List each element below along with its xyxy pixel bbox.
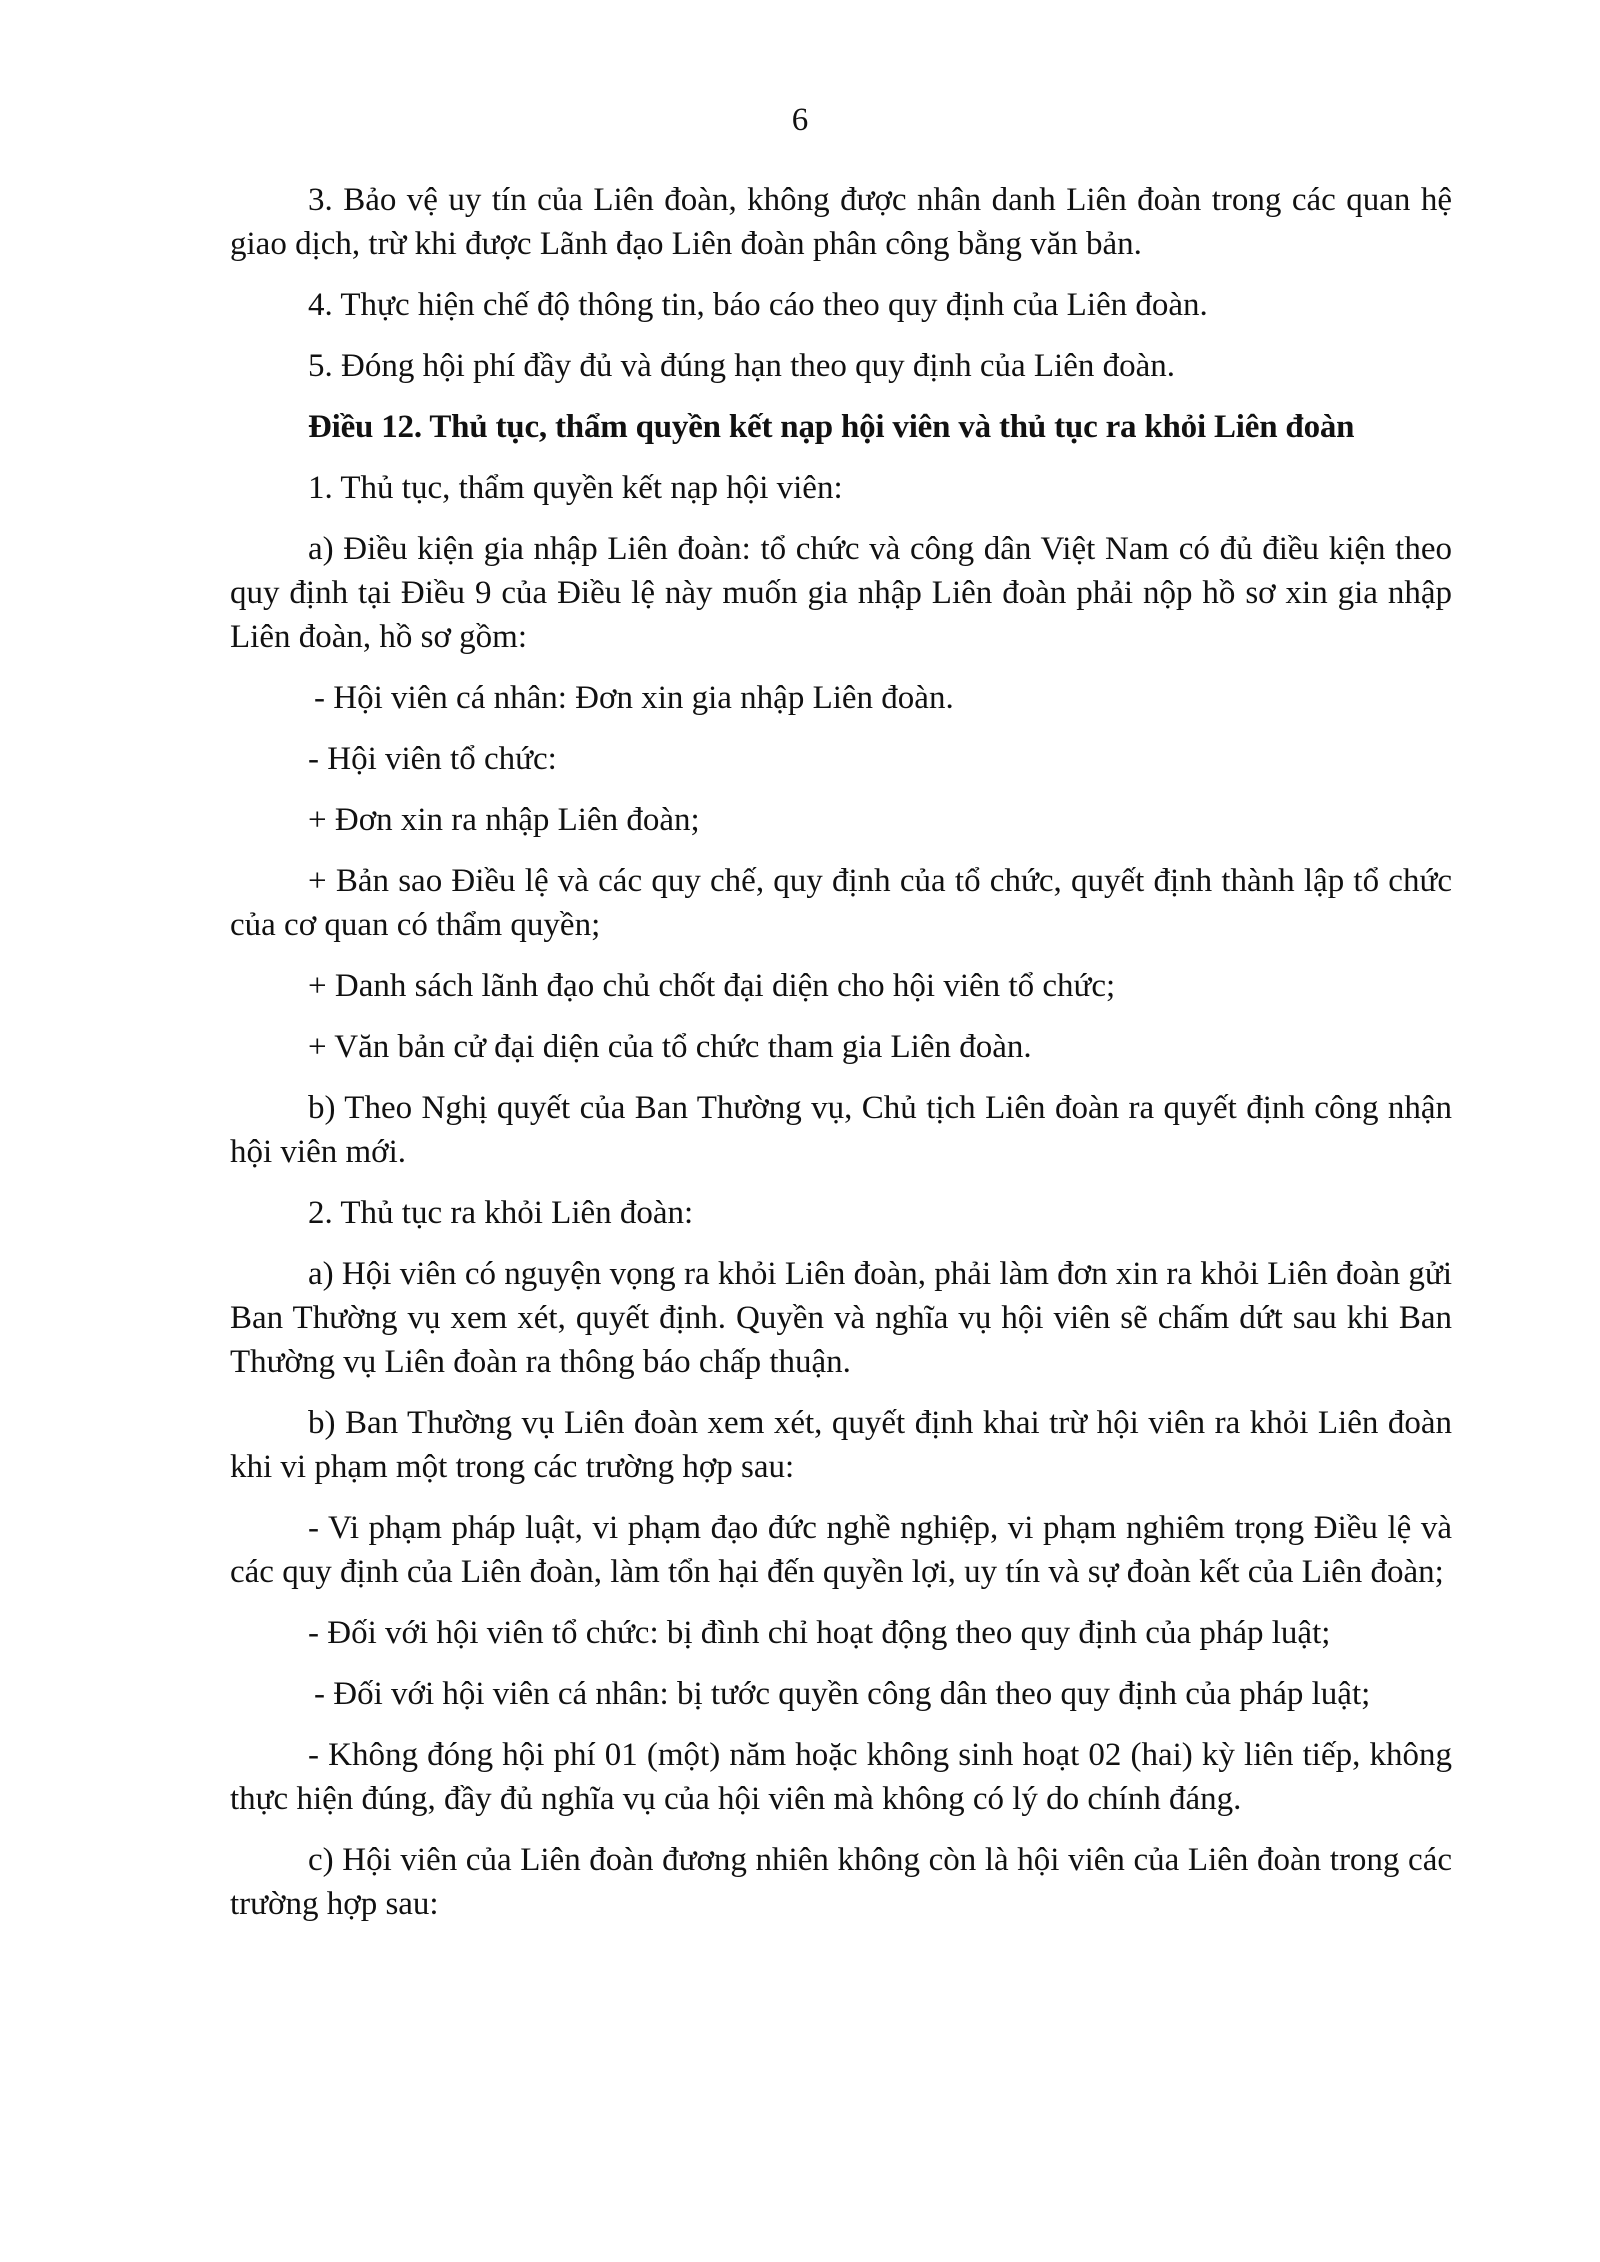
list-item-individual-member: - Hội viên cá nhân: Đơn xin gia nhập Liên đoàn.	[314, 680, 954, 716]
paragraph-1a: a) Điều kiện gia nhập Liên đoàn: tổ chức và công dân Việt Nam có đủ điều kiện theo quy định tại Điều 9 của Điều lệ này muốn gia nhập Liên đoàn phải nộp hồ sơ xin gia nhập Liên đoàn, hồ sơ gồm:	[230, 531, 1452, 655]
article-12-heading: Điều 12. Thủ tục, thẩm quyền kết nạp hội viên và thủ tục ra khỏi Liên đoàn	[308, 409, 1355, 445]
paragraph-section-1: 1. Thủ tục, thẩm quyền kết nạp hội viên:	[308, 470, 843, 506]
page-number: 6	[791, 102, 809, 138]
list-item-unpaid-fees: - Không đóng hội phí 01 (một) năm hoặc không sinh hoạt 02 (hai) kỳ liên tiếp, không thực hiện đúng, đầy đủ nghĩa vụ của hội viên mà không có lý do chính đáng.	[230, 1737, 1452, 1817]
list-item-organization-member: - Hội viên tổ chức:	[308, 741, 557, 777]
list-item-law-violation: - Vi phạm pháp luật, vi phạm đạo đức nghề nghiệp, vi phạm nghiêm trọng Điều lệ và các quy định của Liên đoàn, làm tổn hại đến quyền lợi, uy tín và sự đoàn kết của Liên đoàn;	[230, 1510, 1452, 1590]
paragraph-2b: b) Ban Thường vụ Liên đoàn xem xét, quyết định khai trừ hội viên ra khỏi Liên đoàn khi vi phạm một trong các trường hợp sau:	[230, 1405, 1452, 1485]
list-item-representative-document: + Văn bản cử đại diện của tổ chức tham gia Liên đoàn.	[308, 1029, 1032, 1065]
paragraph-2c: c) Hội viên của Liên đoàn đương nhiên không còn là hội viên của Liên đoàn trong các trường hợp sau:	[230, 1842, 1452, 1922]
paragraph-clause-3: 3. Bảo vệ uy tín của Liên đoàn, không được nhân danh Liên đoàn trong các quan hệ giao dịch, trừ khi được Lãnh đạo Liên đoàn phân công bằng văn bản.	[230, 182, 1452, 262]
paragraph-clause-4: 4. Thực hiện chế độ thông tin, báo cáo theo quy định của Liên đoàn.	[308, 287, 1208, 323]
paragraph-1b: b) Theo Nghị quyết của Ban Thường vụ, Chủ tịch Liên đoàn ra quyết định công nhận hội viên mới.	[230, 1090, 1452, 1170]
paragraph-section-2: 2. Thủ tục ra khỏi Liên đoàn:	[308, 1195, 694, 1231]
paragraph-clause-5: 5. Đóng hội phí đầy đủ và đúng hạn theo quy định của Liên đoàn.	[308, 348, 1176, 384]
paragraph-2a: a) Hội viên có nguyện vọng ra khỏi Liên đoàn, phải làm đơn xin ra khỏi Liên đoàn gửi Ban Thường vụ xem xét, quyết định. Quyền và nghĩa vụ hội viên sẽ chấm dứt sau khi Ban Thường vụ Liên đoàn ra thông báo chấp thuận.	[230, 1256, 1452, 1380]
list-item-charter-copy: + Bản sao Điều lệ và các quy chế, quy định của tổ chức, quyết định thành lập tổ chức của cơ quan có thẩm quyền;	[230, 863, 1452, 943]
list-item-application-form: + Đơn xin ra nhập Liên đoàn;	[308, 802, 700, 838]
list-item-organization-suspended: - Đối với hội viên tổ chức: bị đình chỉ hoạt động theo quy định của pháp luật;	[308, 1615, 1331, 1651]
list-item-civil-rights-revoked: - Đối với hội viên cá nhân: bị tước quyền công dân theo quy định của pháp luật;	[314, 1676, 1371, 1712]
document-body	[230, 178, 1452, 1943]
list-item-leadership-list: + Danh sách lãnh đạo chủ chốt đại diện cho hội viên tổ chức;	[308, 968, 1116, 1004]
